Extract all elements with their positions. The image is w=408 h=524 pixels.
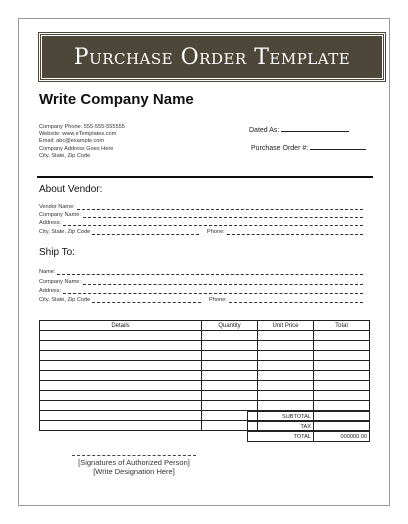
total-cell[interactable] xyxy=(314,381,370,391)
ship-address-label: Address: xyxy=(39,288,62,294)
tax-value[interactable] xyxy=(314,422,370,432)
ship-phone-label: Phone: xyxy=(209,297,227,303)
table-row xyxy=(40,401,370,411)
document-title: Purchase Order Template xyxy=(73,44,351,70)
signature-block xyxy=(59,455,209,476)
ship-city-field[interactable] xyxy=(39,295,201,303)
header-unit-price: Unit Price xyxy=(258,321,314,331)
ship-city-label: City, State, Zip Code xyxy=(39,297,91,303)
company-details xyxy=(39,124,125,160)
total-cell[interactable] xyxy=(314,341,370,351)
table-row xyxy=(40,361,370,371)
details-cell[interactable] xyxy=(40,421,202,431)
ship-to-heading: Ship To: xyxy=(39,247,75,258)
subtotal-label: SUBTOTAL xyxy=(248,412,314,422)
vendor-city-field[interactable] xyxy=(39,227,199,235)
header-quantity: Quantity xyxy=(202,321,258,331)
unit-price-cell[interactable] xyxy=(258,361,314,371)
quantity-cell[interactable] xyxy=(202,401,258,411)
total-value[interactable]: 000000.00 xyxy=(314,432,370,442)
quantity-cell[interactable] xyxy=(202,371,258,381)
header-total: Total xyxy=(314,321,370,331)
vendor-company-field[interactable] xyxy=(39,210,363,218)
details-cell[interactable] xyxy=(40,411,202,421)
unit-price-cell[interactable] xyxy=(258,401,314,411)
vendor-phone-label: Phone: xyxy=(207,229,225,235)
details-cell[interactable] xyxy=(40,361,202,371)
total-label: TOTAL xyxy=(248,432,314,442)
details-cell[interactable] xyxy=(40,351,202,361)
vendor-phone-field[interactable] xyxy=(207,227,363,235)
company-address: Company Address Goes Here xyxy=(39,145,114,152)
total-cell[interactable] xyxy=(314,371,370,381)
table-row xyxy=(40,331,370,341)
dated-as-label: Dated As: xyxy=(249,127,280,134)
company-city: City, State, Zip Code xyxy=(39,152,91,159)
signature-line xyxy=(72,455,196,456)
quantity-cell[interactable] xyxy=(202,381,258,391)
total-cell[interactable] xyxy=(314,391,370,401)
ship-company-field[interactable] xyxy=(39,277,363,285)
total-cell[interactable] xyxy=(314,361,370,371)
total-cell[interactable] xyxy=(314,351,370,361)
tax-row xyxy=(248,422,370,432)
table-row xyxy=(40,391,370,401)
unit-price-cell[interactable] xyxy=(258,341,314,351)
company-name: Write Company Name xyxy=(39,91,194,108)
quantity-cell[interactable] xyxy=(202,391,258,401)
unit-price-cell[interactable] xyxy=(258,391,314,401)
dated-as-field[interactable] xyxy=(249,125,349,134)
vendor-heading: About Vendor: xyxy=(39,184,103,195)
details-cell[interactable] xyxy=(40,381,202,391)
total-cell[interactable] xyxy=(314,331,370,341)
quantity-cell[interactable] xyxy=(202,361,258,371)
vendor-name-field[interactable] xyxy=(39,202,363,210)
company-email: Email: abc@example.com xyxy=(39,138,105,145)
designation-label: [Write Designation Here] xyxy=(93,467,175,476)
total-cell[interactable] xyxy=(314,401,370,411)
tax-label: TAX xyxy=(248,422,314,432)
details-cell[interactable] xyxy=(40,341,202,351)
ship-phone-field[interactable] xyxy=(209,295,363,303)
subtotal-value[interactable] xyxy=(314,412,370,422)
purchase-order-label: Purchase Order #: xyxy=(251,145,309,152)
quantity-cell[interactable] xyxy=(202,331,258,341)
quantity-cell[interactable] xyxy=(202,341,258,351)
unit-price-cell[interactable] xyxy=(258,351,314,361)
header-details: Details xyxy=(40,321,202,331)
company-website: Website: www.eTemplates.com xyxy=(39,131,117,138)
divider-line xyxy=(37,176,373,178)
dated-as-line[interactable] xyxy=(281,125,349,132)
purchase-order-field[interactable] xyxy=(251,143,366,152)
ship-company-label: Company Name: xyxy=(39,279,81,285)
vendor-city-label: City, State, Zip Code xyxy=(39,229,91,235)
unit-price-cell[interactable] xyxy=(258,331,314,341)
unit-price-cell[interactable] xyxy=(258,371,314,381)
vendor-address-field[interactable] xyxy=(39,218,363,226)
table-row xyxy=(40,381,370,391)
table-header-row xyxy=(40,321,370,331)
details-cell[interactable] xyxy=(40,401,202,411)
details-cell[interactable] xyxy=(40,371,202,381)
signature-label: [Signatures of Authorized Person] xyxy=(78,458,190,467)
vendor-company-label: Company Name: xyxy=(39,212,81,218)
details-cell[interactable] xyxy=(40,331,202,341)
ship-name-field[interactable] xyxy=(39,267,363,275)
table-row xyxy=(40,351,370,361)
table-row xyxy=(40,341,370,351)
purchase-order-line[interactable] xyxy=(310,143,366,150)
quantity-cell[interactable] xyxy=(202,351,258,361)
vendor-name-label: Vendor Name: xyxy=(39,204,75,210)
table-row xyxy=(40,371,370,381)
vendor-address-label: Address: xyxy=(39,220,62,226)
ship-address-field[interactable] xyxy=(39,286,363,294)
company-phone: Company Phone: 555-555-555555 xyxy=(39,124,125,130)
subtotal-row xyxy=(248,412,370,422)
details-cell[interactable] xyxy=(40,391,202,401)
totals-table xyxy=(247,411,370,442)
ship-name-label: Name: xyxy=(39,269,56,275)
unit-price-cell[interactable] xyxy=(258,381,314,391)
title-banner xyxy=(39,33,385,81)
page-frame xyxy=(18,18,390,506)
total-row xyxy=(248,432,370,442)
